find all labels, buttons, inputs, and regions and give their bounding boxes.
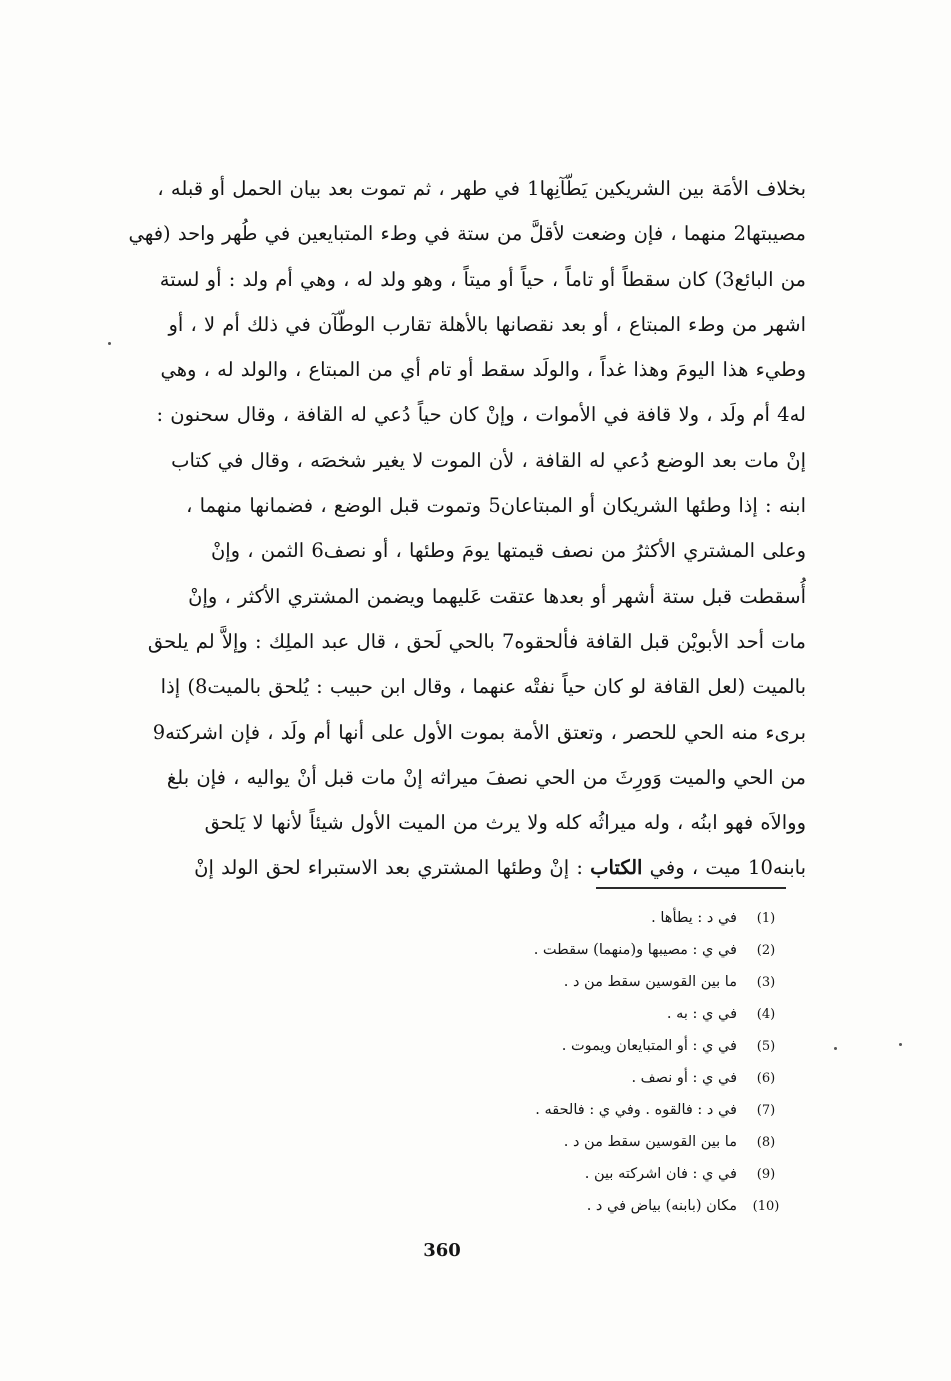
footnote-number: (4) [756, 1007, 776, 1022]
footnote-text: في ي : به . [666, 1006, 737, 1022]
scan-speck [834, 1047, 837, 1050]
footnote-number: (5) [756, 1039, 776, 1054]
footnote-3 [361, 966, 781, 998]
footnote-9 [361, 1158, 781, 1190]
scan-speck [108, 342, 111, 345]
text-line-16-start: بابنه10 ميت ، وفي [649, 856, 806, 880]
footnote-text: في ي : أو المتبايعان ويموت . [561, 1038, 737, 1054]
footnote-text: في د : يطأها . [651, 910, 737, 926]
footnote-text: ما بين القوسين سقط من د . [563, 974, 737, 990]
footnote-number: (7) [756, 1103, 776, 1118]
footnote-number: (6) [756, 1071, 776, 1086]
footnote-number: (10) [752, 1199, 780, 1214]
text-line-5: وطيء هذا اليومَ وهذا غداً ، والولَد سقط أو تام أي من المبتاع ، والولد له ، وهي [160, 358, 806, 382]
text-line-1: بخلاف الأمَة بين الشريكين يَطّآنِها1 في طهر ، ثم تموت بعد بيان الحمل أو قبله ، [157, 177, 806, 200]
text-line-9: وعلى المشتري الأكثرُ من نصف قيمتها يومَ وطئها ، أو نصف6 الثمن ، وإنْ [210, 539, 806, 563]
footnote-8 [361, 1126, 781, 1158]
text-line-12: بالميت (لعل القافة لو كان حياً نفتْه عنهما ، وقال ابن حبيب : يُلحق بالميت8) إذا [160, 675, 806, 699]
text-line-10: أُسقطت قبل ستة أشهر أو بعدها عتقت عَليهما ويضمن المشتري الأكثر ، وإنْ [188, 584, 806, 608]
footnote-text: في ي : فان اشركته بين . [584, 1166, 737, 1182]
text-line-2: مصيبتها2 منهما ، فإن وضعت لأقلَّ من ستة في وطء المتبايعين في طُهر واحد (فهي [128, 222, 806, 246]
footnote-text: ما بين القوسين سقط من د . [563, 1134, 737, 1150]
text-line-8: ابنه : إذا وطئها الشريكان أو المبتاعان5 وتموت قبل الوضع ، فضمانها منهما ، [186, 494, 806, 518]
page-number: 360 [423, 1240, 461, 1261]
footnote-text: في ي : مصيبها و(منهما) سقطت . [533, 942, 737, 958]
text-line-4: اشهر من وطء المبتاع ، أو بعد نقصانها بالأهلة تقارب الوطّآن في ذلك أم لا ، أو [168, 312, 806, 336]
footnote-6 [361, 1062, 781, 1094]
footnote-number: (2) [756, 943, 776, 958]
text-line-11: مات أحد الأبويْن قبل القافة فألحقوه7 بالحي لَحق ، قال عبد الملِك : وإلاَّ لم يلحق [147, 629, 806, 653]
text-line-7: إنْ مات بعد الوضع دُعي له القافة ، لأن الموت لا يغير شخصَه ، وقال في كتاب [171, 448, 806, 472]
text-line-16-bold-word: الكتاب [590, 856, 643, 880]
footnote-5 [361, 1030, 781, 1062]
footnote-2 [361, 934, 781, 966]
footnote-text: مكان (بابنه) بياض في د . [586, 1198, 737, 1214]
main-text-block [120, 166, 806, 891]
footnote-text: في ي : أو نصف . [631, 1070, 737, 1086]
text-line-15: ووالاَه فهو ابنُه ، وله ميراثُه كله ولا يرث من الميت الأول شيئاً لأنها لا يَلحق [204, 811, 806, 835]
footnote-number: (1) [756, 911, 776, 926]
footnotes-block [361, 902, 781, 1222]
text-line-6: له4 أم ولَد ، ولا قافة في الأموات ، وإنْ كان حياً دُعي له القافة ، وقال سحنون : [156, 403, 806, 427]
footnote-1 [361, 902, 781, 934]
footnote-4 [361, 998, 781, 1030]
footnote-10 [361, 1190, 781, 1222]
text-line-14: من الحي والميت وَورِثَ من الحي نصفَ ميراثه إنْ مات قبل أنْ يواليه ، فإن بلغ [166, 765, 806, 789]
footnote-7 [361, 1094, 781, 1126]
text-line-16-end: : إنْ وطئها المشتري بعد الاستبراء لحق الولد إنْ [194, 856, 583, 880]
text-line-3: من البائع3) كان سقطاً أو تاماً ، حياً أو ميتاً ، وهو ولد له ، وهي أم ولد : أو لستة [159, 267, 806, 291]
footnote-number: (9) [756, 1167, 776, 1182]
footnote-text: في د : فالقوه . وفي ي : فالحقه . [535, 1102, 737, 1118]
text-line-16 [120, 845, 806, 890]
text-line-13: برىء منه الحي للحصر ، وتعتق الأمة بموت الأول على أنها أم ولَد ، فإن اشركته9 [152, 720, 806, 744]
scan-speck [899, 1043, 902, 1046]
footnote-number: (8) [756, 1135, 776, 1150]
footnote-separator-rule [596, 887, 786, 889]
footnote-number: (3) [756, 975, 776, 990]
